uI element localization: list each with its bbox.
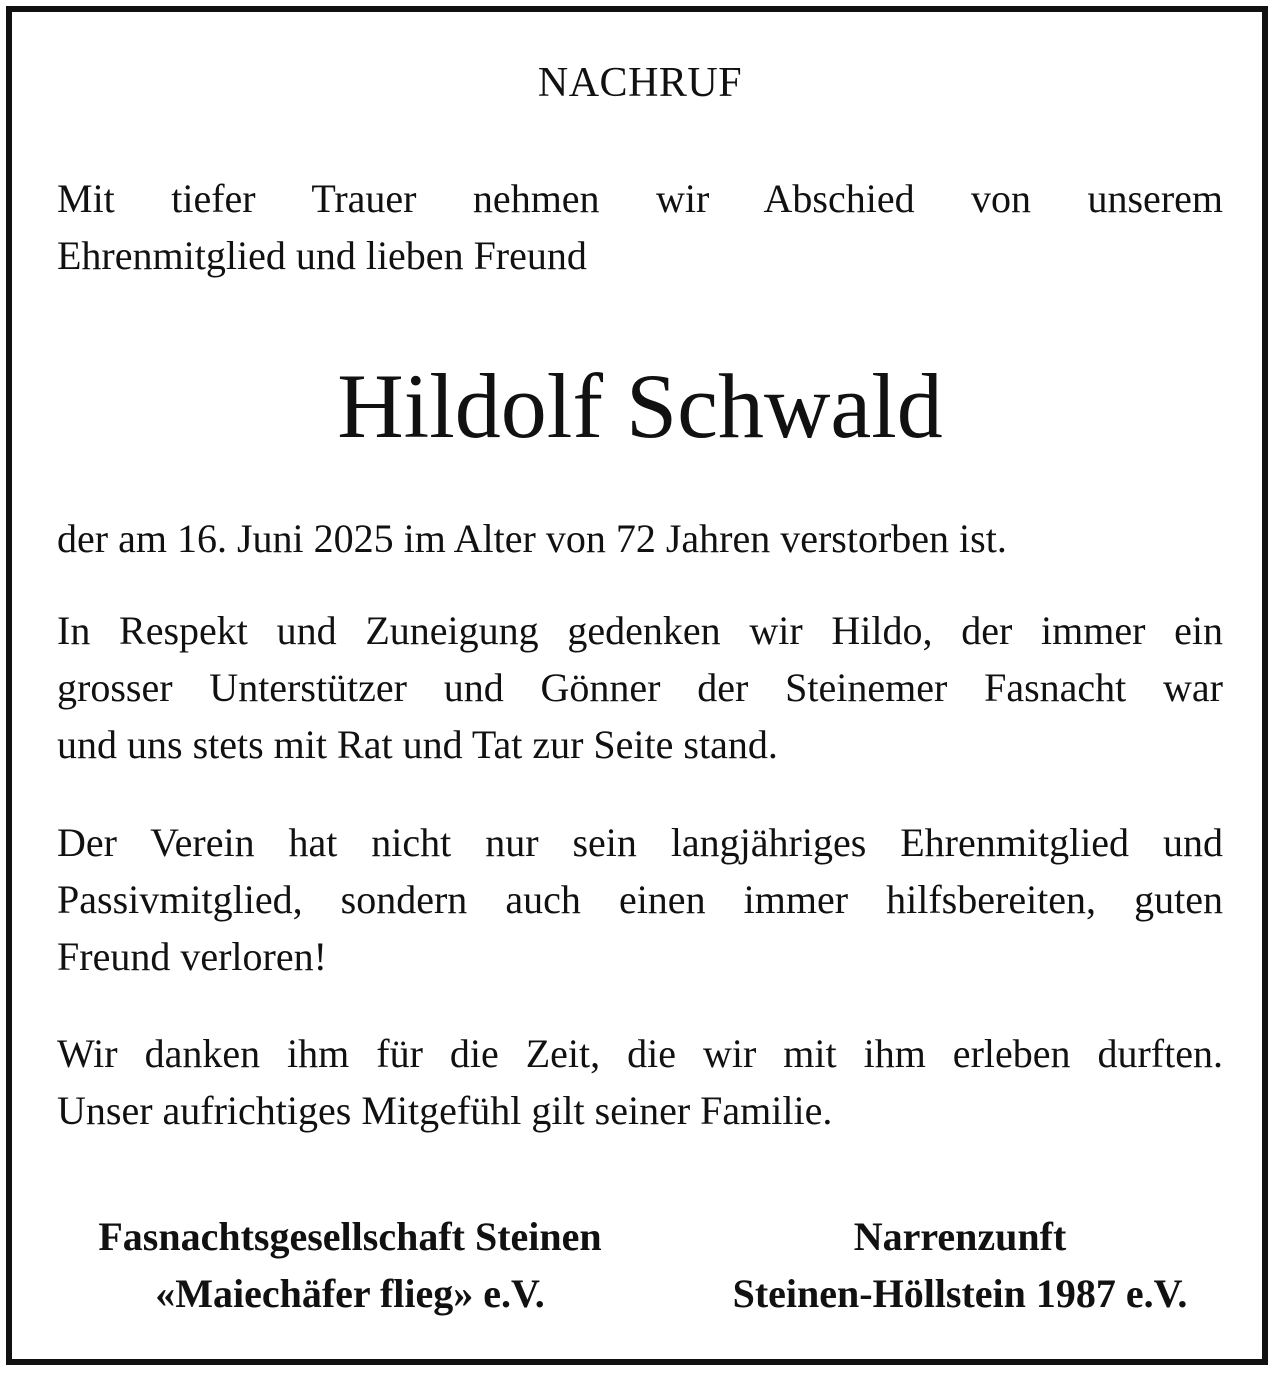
respect-line: und uns stets mit Rat und Tat zur Seite stand. (57, 722, 778, 767)
club-line: Der Verein hat nicht nur sein langjähriges Ehrenmitglied und (57, 820, 1223, 865)
signature-narrenzunft (660, 1208, 1260, 1322)
death-paragraph (57, 510, 1223, 567)
respect-line: In Respekt und Zuneigung gedenken wir Hildo, der immer ein (57, 608, 1223, 653)
death-line: der am 16. Juni 2025 im Alter von 72 Jahren verstorben ist. (57, 516, 1007, 561)
thanks-line: Unser aufrichtiges Mitgefühl gilt seiner Familie. (57, 1088, 833, 1133)
club-line: Passivmitglied, sondern auch einen immer hilfsbereiten, guten (57, 877, 1223, 922)
signature-line: Narrenzunft (853, 1214, 1067, 1259)
notice-heading: NACHRUF (537, 60, 743, 106)
club-paragraph (57, 814, 1223, 985)
intro-line: Mit tiefer Trauer nehmen wir Abschied von unserem (57, 176, 1223, 221)
signature-line: «Maiechäfer flieg» e.V. (155, 1271, 545, 1316)
intro-line: Ehrenmitglied und lieben Freund (57, 233, 587, 278)
deceased-name: Hildolf Schwald (337, 355, 943, 457)
intro-paragraph (57, 170, 1223, 284)
club-line: Freund verloren! (57, 934, 327, 979)
signature-line: Steinen-Höllstein 1987 e.V. (732, 1271, 1188, 1316)
respect-paragraph (57, 602, 1223, 773)
signature-fasnachtsgesellschaft (40, 1208, 660, 1322)
respect-line: grosser Unterstützer und Gönner der Steinemer Fasnacht war (57, 665, 1223, 710)
thanks-paragraph (57, 1025, 1223, 1139)
thanks-line: Wir danken ihm für die Zeit, die wir mit ihm erleben durften. (57, 1031, 1223, 1076)
signature-line: Fasnachtsgesellschaft Steinen (98, 1214, 602, 1259)
